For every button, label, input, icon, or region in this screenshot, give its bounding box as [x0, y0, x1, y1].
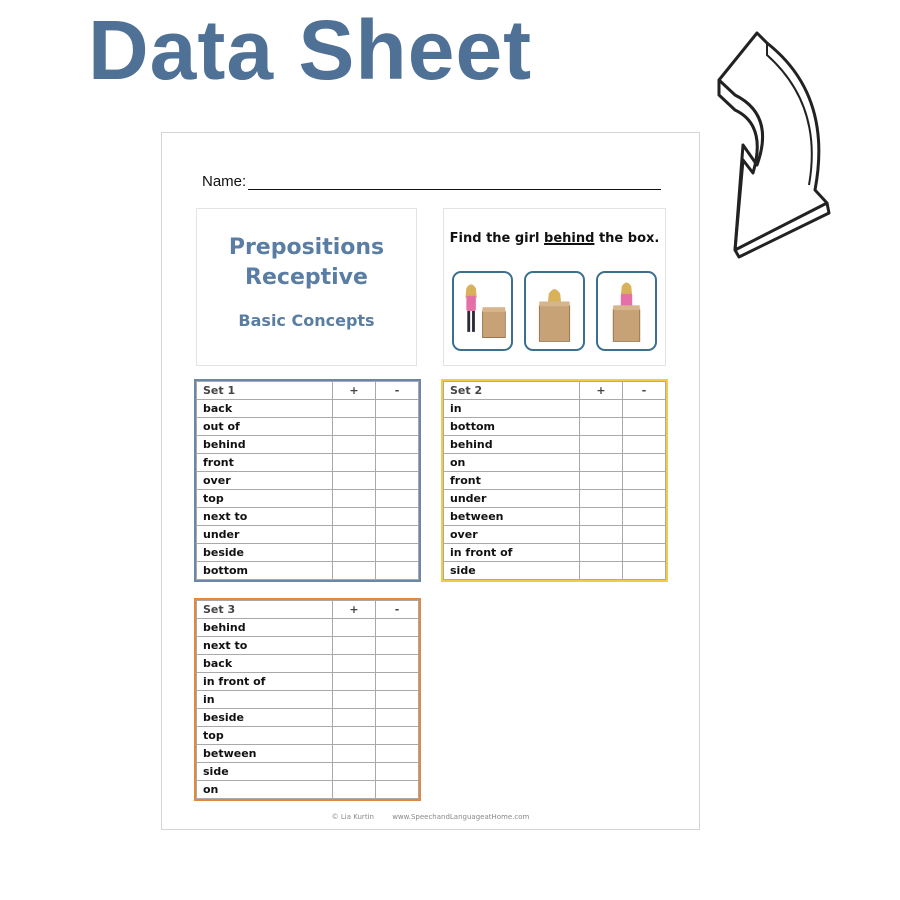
- table-row: [197, 763, 419, 781]
- plus-mark-cell: [333, 490, 376, 508]
- plus-header-cell: +: [333, 382, 376, 400]
- minus-mark-cell: [376, 400, 419, 418]
- target-word-cell: out of: [197, 418, 333, 436]
- minus-mark-cell: [623, 544, 666, 562]
- table-row: [444, 526, 666, 544]
- girl-next-to-box-photo: [454, 273, 511, 349]
- minus-mark-cell: [376, 655, 419, 673]
- worksheet-title: [197, 233, 416, 293]
- target-word-cell: over: [444, 526, 580, 544]
- plus-mark-cell: [580, 436, 623, 454]
- set-3-table: [196, 600, 419, 799]
- target-word-cell: top: [197, 490, 333, 508]
- prompt-text-end: the box.: [594, 231, 660, 246]
- target-word-cell: bottom: [444, 418, 580, 436]
- table-row: [197, 508, 419, 526]
- plus-mark-cell: [333, 400, 376, 418]
- table-row: [197, 418, 419, 436]
- table-row: [197, 745, 419, 763]
- table-row: [444, 544, 666, 562]
- table-row: [197, 673, 419, 691]
- minus-mark-cell: [376, 436, 419, 454]
- table-row: [197, 637, 419, 655]
- minus-mark-cell: [376, 673, 419, 691]
- table-row: [197, 490, 419, 508]
- plus-mark-cell: [333, 619, 376, 637]
- target-word-cell: side: [444, 562, 580, 580]
- table-row: [444, 418, 666, 436]
- target-word-cell: on: [444, 454, 580, 472]
- minus-mark-cell: [376, 508, 419, 526]
- target-word-cell: front: [197, 454, 333, 472]
- curved-arrow-icon: [705, 25, 845, 265]
- plus-mark-cell: [333, 727, 376, 745]
- set-header-cell: Set 2: [444, 382, 580, 400]
- plus-mark-cell: [333, 781, 376, 799]
- target-word-cell: under: [197, 526, 333, 544]
- target-word-cell: between: [197, 745, 333, 763]
- table-row: [444, 508, 666, 526]
- plus-mark-cell: [333, 526, 376, 544]
- minus-mark-cell: [623, 472, 666, 490]
- table-header-row: [197, 601, 419, 619]
- table-row: [444, 400, 666, 418]
- worksheet-page: [161, 132, 700, 830]
- choice-card-3: [596, 271, 657, 351]
- minus-mark-cell: [623, 562, 666, 580]
- plus-mark-cell: [580, 562, 623, 580]
- minus-mark-cell: [376, 562, 419, 580]
- minus-mark-cell: [376, 526, 419, 544]
- target-word-cell: in front of: [444, 544, 580, 562]
- plus-header-cell: +: [580, 382, 623, 400]
- target-word-cell: in front of: [197, 673, 333, 691]
- table-row: [197, 655, 419, 673]
- target-word-cell: over: [197, 472, 333, 490]
- table-row: [444, 562, 666, 580]
- sample-question-card: [443, 208, 666, 366]
- minus-mark-cell: [376, 727, 419, 745]
- target-word-cell: behind: [444, 436, 580, 454]
- target-word-cell: in: [197, 691, 333, 709]
- plus-mark-cell: [333, 691, 376, 709]
- set-header-cell: Set 1: [197, 382, 333, 400]
- table-row: [197, 691, 419, 709]
- table-header-row: [197, 382, 419, 400]
- table-row: [444, 436, 666, 454]
- plus-mark-cell: [333, 508, 376, 526]
- target-word-cell: on: [197, 781, 333, 799]
- target-word-cell: top: [197, 727, 333, 745]
- minus-mark-cell: [623, 526, 666, 544]
- table-row: [197, 454, 419, 472]
- footer-copyright: © Lia Kurtin: [331, 813, 374, 821]
- minus-mark-cell: [623, 418, 666, 436]
- table-row: [197, 472, 419, 490]
- minus-mark-cell: [376, 709, 419, 727]
- table-row: [444, 454, 666, 472]
- table-row: [444, 490, 666, 508]
- target-word-cell: beside: [197, 544, 333, 562]
- plus-mark-cell: [333, 454, 376, 472]
- minus-mark-cell: [376, 418, 419, 436]
- footer-website: www.SpeechandLanguageatHome.com: [392, 813, 530, 821]
- minus-header-cell: -: [376, 382, 419, 400]
- minus-mark-cell: [376, 544, 419, 562]
- minus-mark-cell: [376, 490, 419, 508]
- plus-mark-cell: [580, 400, 623, 418]
- page-heading: Data Sheet: [88, 3, 533, 97]
- minus-header-cell: -: [376, 601, 419, 619]
- target-word-cell: next to: [197, 637, 333, 655]
- target-word-cell: between: [444, 508, 580, 526]
- target-word-cell: back: [197, 655, 333, 673]
- page-footer: [162, 813, 699, 821]
- table-row: [197, 781, 419, 799]
- plus-mark-cell: [580, 490, 623, 508]
- plus-mark-cell: [333, 637, 376, 655]
- choice-card-2: [524, 271, 585, 351]
- table-row: [197, 436, 419, 454]
- target-word-cell: beside: [197, 709, 333, 727]
- plus-mark-cell: [580, 544, 623, 562]
- table-row: [197, 544, 419, 562]
- target-word-cell: in: [444, 400, 580, 418]
- set-1-table: [196, 381, 419, 580]
- plus-header-cell: +: [333, 601, 376, 619]
- title-line-1: Prepositions: [228, 235, 385, 260]
- minus-mark-cell: [376, 745, 419, 763]
- plus-mark-cell: [333, 709, 376, 727]
- minus-mark-cell: [623, 400, 666, 418]
- prompt-keyword: behind: [544, 231, 595, 246]
- minus-mark-cell: [376, 637, 419, 655]
- target-word-cell: behind: [197, 619, 333, 637]
- target-word-cell: under: [444, 490, 580, 508]
- plus-mark-cell: [333, 436, 376, 454]
- set-header-cell: Set 3: [197, 601, 333, 619]
- minus-mark-cell: [623, 508, 666, 526]
- minus-header-cell: -: [623, 382, 666, 400]
- plus-mark-cell: [333, 418, 376, 436]
- target-word-cell: behind: [197, 436, 333, 454]
- plus-mark-cell: [580, 526, 623, 544]
- plus-mark-cell: [580, 418, 623, 436]
- table-header-row: [444, 382, 666, 400]
- table-row: [197, 619, 419, 637]
- target-word-cell: front: [444, 472, 580, 490]
- table-row: [197, 562, 419, 580]
- table-row: [444, 472, 666, 490]
- plus-mark-cell: [333, 673, 376, 691]
- plus-mark-cell: [580, 454, 623, 472]
- plus-mark-cell: [580, 472, 623, 490]
- plus-mark-cell: [333, 655, 376, 673]
- minus-mark-cell: [623, 454, 666, 472]
- table-row: [197, 727, 419, 745]
- minus-mark-cell: [376, 454, 419, 472]
- plus-mark-cell: [333, 544, 376, 562]
- target-word-cell: back: [197, 400, 333, 418]
- target-word-cell: bottom: [197, 562, 333, 580]
- title-card: [196, 208, 417, 366]
- plus-mark-cell: [333, 472, 376, 490]
- table-row: [197, 709, 419, 727]
- minus-mark-cell: [376, 781, 419, 799]
- name-field-line: [248, 189, 661, 190]
- prompt-text-start: Find the girl: [449, 231, 545, 246]
- girl-behind-box-photo: [526, 273, 583, 349]
- table-row: [197, 526, 419, 544]
- question-prompt: [444, 231, 665, 246]
- plus-mark-cell: [333, 745, 376, 763]
- target-word-cell: next to: [197, 508, 333, 526]
- minus-mark-cell: [376, 619, 419, 637]
- name-label: Name:: [202, 173, 247, 190]
- minus-mark-cell: [376, 691, 419, 709]
- title-line-2: Receptive: [245, 265, 368, 290]
- table-row: [197, 400, 419, 418]
- worksheet-subtitle: Basic Concepts: [238, 311, 375, 330]
- minus-mark-cell: [376, 472, 419, 490]
- minus-mark-cell: [623, 436, 666, 454]
- girl-behind-box-photo-alt: [598, 273, 655, 349]
- choice-card-1: [452, 271, 513, 351]
- plus-mark-cell: [333, 763, 376, 781]
- minus-mark-cell: [623, 490, 666, 508]
- set-2-table: [443, 381, 666, 580]
- minus-mark-cell: [376, 763, 419, 781]
- plus-mark-cell: [333, 562, 376, 580]
- target-word-cell: side: [197, 763, 333, 781]
- plus-mark-cell: [580, 508, 623, 526]
